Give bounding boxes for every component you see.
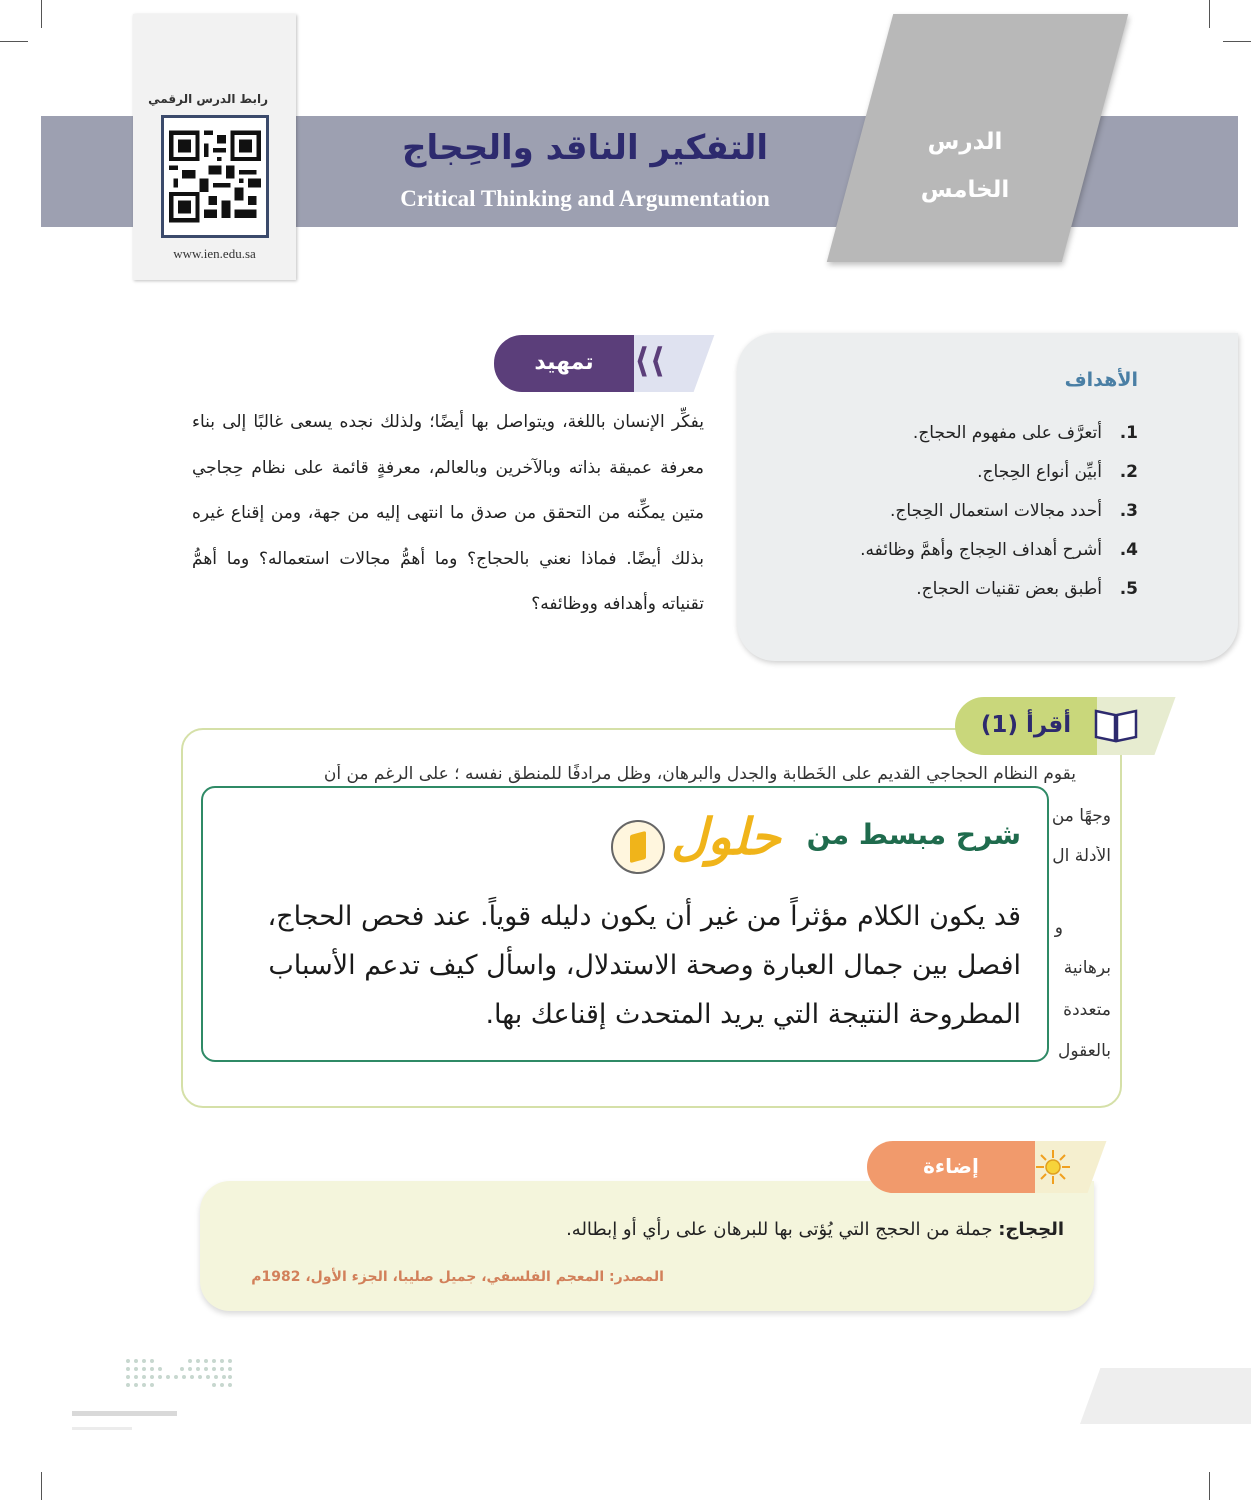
intro-tab (494, 335, 704, 392)
objective-number: 2. (1119, 462, 1138, 482)
definition (566, 1219, 1064, 1240)
read-text-line: يقوم النظام الحجاجي القديم على الخَطابة والجدل والبرهان، وظل مرادفًا للمنطق نفسه ؛ على الرغم من أن (323, 764, 1076, 784)
explanation-popup[interactable] (201, 786, 1049, 1062)
lesson-label: الدرس (927, 129, 1003, 155)
popup-body: قد يكون الكلام مؤثراً من غير أن يكون دليله قوياً. عند فحص الحجاج، افصل بين جمال العبارة وصحة الاستدلال، واسأل كيف تدعم الأسباب المطروحة النتيجة التي يريد المتحدث إقناعك بها. (267, 901, 1021, 1030)
sun-icon (1035, 1149, 1071, 1185)
lesson-number (895, 118, 1035, 214)
objective-text: أشرح أهداف الحِجاج وأهمَّ وظائفه. (860, 540, 1102, 560)
objectives-title: الأهداف (1064, 369, 1138, 391)
read-label: أقرأ (1) (955, 697, 1097, 755)
objective-text: أبيِّن أنواع الحِجاج. (977, 462, 1102, 482)
popup-heading: شرح مبسط من (806, 818, 1021, 851)
definition-term: الحِجاج: (998, 1219, 1064, 1240)
page-number-tab (1080, 1368, 1251, 1424)
objective-number: 4. (1119, 540, 1138, 560)
read-text-line: برهانية (1063, 958, 1111, 978)
objective-text: أحدد مجالات استعمال الحِجاج. (890, 501, 1102, 521)
objective-item (913, 423, 1138, 443)
read-text-line: متعددة (1063, 1000, 1111, 1020)
hulul-logo (611, 808, 841, 878)
intro-label: تمهيد (494, 335, 634, 392)
objective-number: 3. (1119, 501, 1138, 521)
read-tab (955, 697, 1165, 755)
objective-number: 5. (1119, 579, 1138, 599)
crop-mark (0, 41, 28, 42)
double-chevron-icon: ⟨⟨ (634, 341, 666, 381)
qr-url[interactable]: www.ien.edu.sa (173, 246, 256, 261)
objective-item (860, 540, 1138, 560)
objective-item (977, 462, 1138, 482)
hulul-logo-text: حلول (671, 808, 781, 866)
qr-label: رابط الدرس الرقمي (148, 92, 268, 106)
objectives-box (737, 333, 1238, 661)
highlight-label: إضاءة (867, 1141, 1035, 1193)
open-book-icon (1093, 706, 1139, 744)
highlight-tab (867, 1141, 1097, 1193)
highlight-box (200, 1181, 1094, 1311)
objective-number: 1. (1119, 423, 1138, 443)
crop-mark (1223, 41, 1251, 42)
read-text-line: وجهًا من (1051, 806, 1111, 826)
read-text-line: و (1054, 918, 1063, 938)
definition-text: جملة من الحجج التي يُؤتى بها للبرهان على رأي أو إبطاله. (566, 1219, 999, 1240)
intro-paragraph: يفكِّر الإنسان باللغة، ويتواصل بها أيضًا؛ ولذلك نجده يسعى غالبًا إلى بناء معرفة عميقة بذاته وبالآخرين وبالعالم، معرفةٍ قائمة على نظام حِجاجي متين يمكِّنه من التحقق من صدق ما انتهى إليه من جهة، ومن إقناع غيره بذلك أيضًا. فماذا نعني بالحجاج؟ وما أهمُّ مجالات استعماله؟ وما أهمُّ تقنياته وأهدافه ووظائفه؟ (192, 412, 704, 614)
objective-text: أطبق بعض تقنيات الحجاج. (916, 579, 1102, 599)
read-text-line: بالعقول (1057, 1041, 1111, 1061)
definition-source: المصدر: المعجم الفلسفي، جميل صليبا، الجزء الأول، 1982م (251, 1269, 664, 1285)
lesson-ordinal: الخامس (920, 177, 1010, 203)
qr-code-icon[interactable] (161, 115, 269, 238)
read-text-line: الأدلة ال (1052, 846, 1111, 866)
objective-item (916, 579, 1138, 599)
objective-item (890, 501, 1138, 521)
crop-mark (1209, 1472, 1210, 1500)
lesson-title-english: Critical Thinking and Argumentation (400, 186, 770, 211)
book-logo-icon (611, 820, 665, 874)
crop-mark (41, 1472, 42, 1500)
crop-mark (41, 0, 42, 28)
crop-mark (1209, 0, 1210, 28)
objective-text: أتعرَّف على مفهوم الحجاج. (912, 423, 1102, 443)
ministry-logo (70, 1355, 240, 1445)
qr-card[interactable] (133, 14, 296, 280)
lesson-title-arabic: التفكير الناقد والحِجاج (401, 128, 769, 168)
